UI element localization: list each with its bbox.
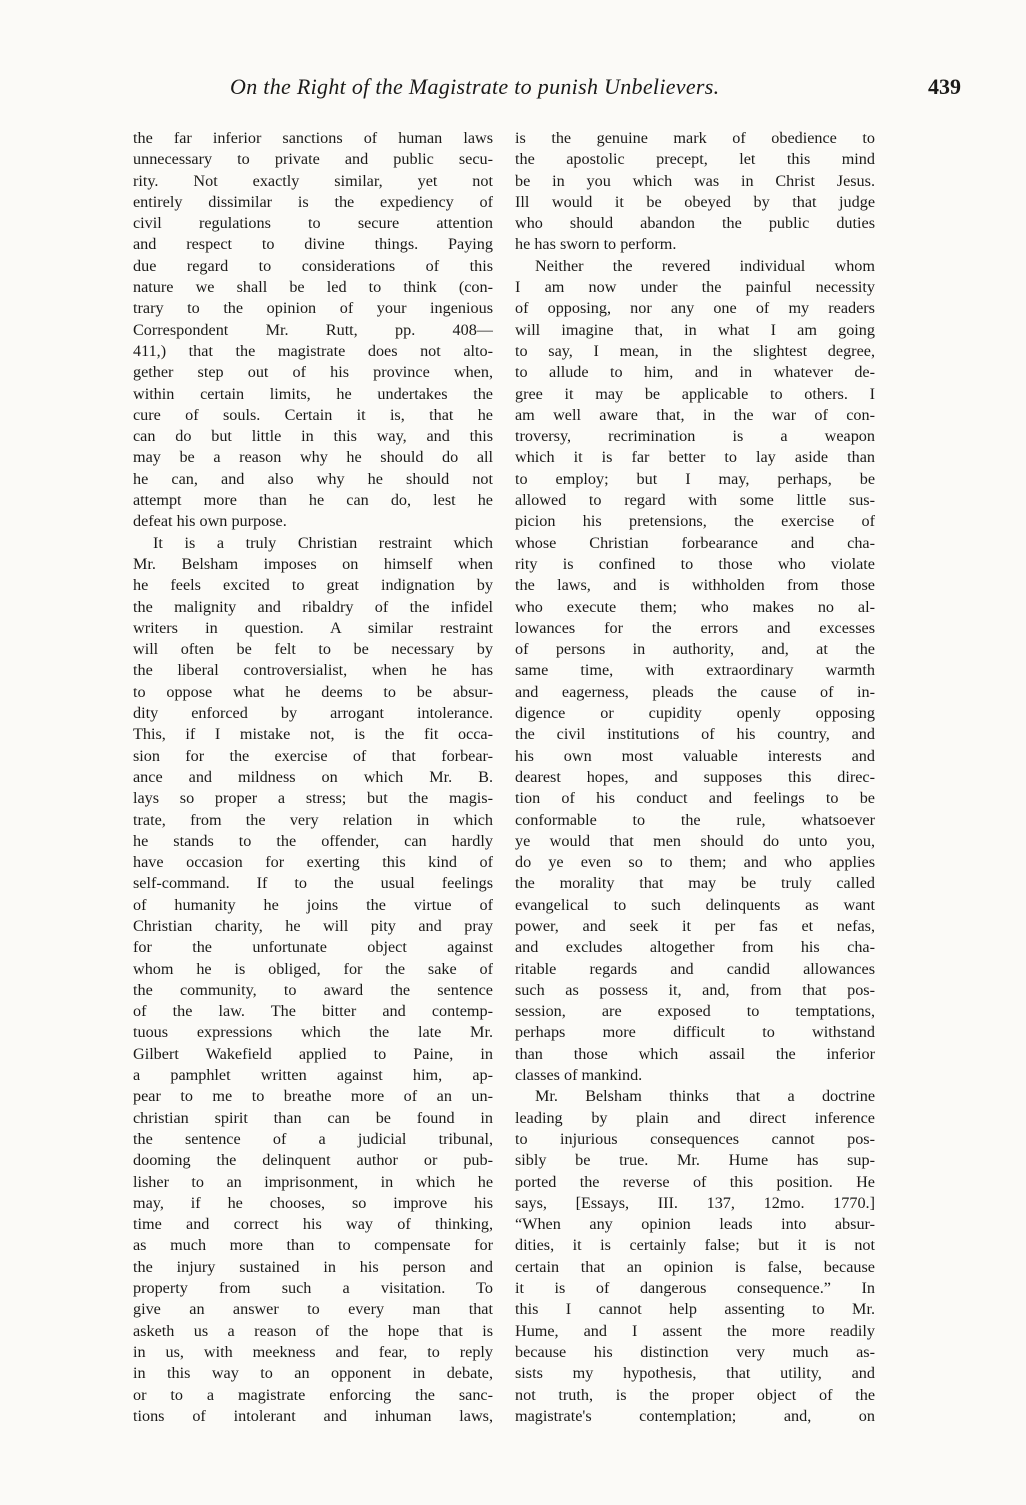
text-line: Correspondent Mr. Rutt, pp. 408— xyxy=(133,320,493,339)
text-line: lays so proper a stress; but the magis- xyxy=(133,789,493,808)
text-line: tions of intolerant and inhuman laws, xyxy=(133,1406,493,1425)
text-line: Neither the revered individual whom xyxy=(535,256,875,275)
text-line: the sentence of a judicial tribunal, xyxy=(133,1129,493,1148)
text-line: self-command. If to the usual feelings xyxy=(133,874,493,893)
text-line: give an answer to every man that xyxy=(133,1300,493,1319)
text-line: allowed to regard with some little sus- xyxy=(515,491,875,510)
text-line: property from such a visitation. To xyxy=(133,1279,493,1298)
page-number: 439 xyxy=(928,74,961,99)
text-line: the injury sustained in his person and xyxy=(133,1257,493,1276)
text-line: Mr. Belsham thinks that a doctrine xyxy=(535,1087,875,1106)
text-line: such as possess it, and, from that pos- xyxy=(515,980,875,999)
text-line: magistrate's contemplation; and, on xyxy=(515,1406,875,1425)
text-line: “When any opinion leads into absur- xyxy=(515,1215,875,1234)
text-line: to employ; but I may, perhaps, be xyxy=(515,469,875,488)
text-line: this I cannot help assenting to Mr. xyxy=(515,1300,875,1319)
text-line: the morality that may be truly called xyxy=(515,874,875,893)
text-line: attempt more than he can do, lest he xyxy=(133,491,493,510)
text-line: defeat his own purpose. xyxy=(133,512,287,531)
text-line: Mr. Belsham imposes on himself when xyxy=(133,554,493,573)
text-line: picion his pretensions, the exercise of xyxy=(515,512,875,531)
text-line: dooming the delinquent author or pub- xyxy=(133,1151,493,1170)
text-line: which it is far better to lay aside than xyxy=(515,448,875,467)
text-line: leading by plain and direct inference xyxy=(515,1108,875,1127)
text-line: to injurious consequences cannot pos- xyxy=(515,1129,875,1148)
text-line: for the unfortunate object against xyxy=(133,938,493,957)
text-line: whose Christian forbearance and cha- xyxy=(515,533,875,552)
text-line: trary to the opinion of your ingenious xyxy=(133,299,493,318)
text-line: he feels excited to great indignation by xyxy=(133,576,493,595)
text-line: will often be felt to be necessary by xyxy=(133,640,493,659)
text-line: same time, with extraordinary warmth xyxy=(515,661,875,680)
text-line: because his distinction very much as- xyxy=(515,1342,875,1361)
text-line: can do but little in this way, and this xyxy=(133,427,493,446)
text-line: and excludes altogether from his cha- xyxy=(515,938,875,957)
text-line: troversy, recrimination is a weapon xyxy=(515,427,875,446)
text-line: have occasion for exerting this kind of xyxy=(133,853,493,872)
text-line: will imagine that, in what I am going xyxy=(515,320,875,339)
text-line: is the genuine mark of obedience to xyxy=(515,129,875,147)
text-line: to allude to him, and in whatever de- xyxy=(515,363,875,382)
text-line: within certain limits, he undertakes the xyxy=(133,384,493,403)
text-line: ye would that men should do unto you, xyxy=(515,831,875,850)
text-line: of opposing, nor any one of my readers xyxy=(515,299,875,318)
text-line: sists my hypothesis, that utility, and xyxy=(515,1364,875,1383)
text-line: of the law. The bitter and contemp- xyxy=(133,1002,493,1021)
text-line: it is of dangerous consequence.” In xyxy=(515,1279,875,1298)
text-line: of persons in authority, and, at the xyxy=(515,640,875,659)
text-line: dearest hopes, and supposes this direc- xyxy=(515,767,875,786)
text-line: rity. Not exactly similar, yet not xyxy=(133,171,493,190)
text-line: Hume, and I assent the more readily xyxy=(515,1321,875,1340)
text-line: pear to me to breathe more of an un- xyxy=(133,1087,493,1106)
text-line: session, are exposed to temptations, xyxy=(515,1002,875,1021)
text-line: a pamphlet written against him, ap- xyxy=(133,1066,493,1085)
text-line: Christian charity, he will pity and pray xyxy=(133,916,493,935)
text-line: in this way to an opponent in debate, xyxy=(133,1364,493,1383)
text-line: digence or cupidity openly opposing xyxy=(515,704,875,723)
running-title: On the Right of the Magistrate to punish Unbelievers. xyxy=(230,74,720,99)
text-line: the community, to award the sentence xyxy=(133,980,493,999)
text-line: Ill would it be obeyed by that judge xyxy=(515,192,875,211)
text-line: christian spirit than can be found in xyxy=(133,1108,493,1127)
text-line: may, if he chooses, so improve his xyxy=(133,1193,493,1212)
text-line: ported the reverse of this position. He xyxy=(515,1172,875,1191)
text-line: perhaps more difficult to withstand xyxy=(515,1023,875,1042)
text-line: the far inferior sanctions of human laws xyxy=(133,129,493,147)
text-line: It is a truly Christian restraint which xyxy=(153,533,493,552)
text-line: to say, I mean, in the slightest degree, xyxy=(515,341,875,360)
text-line: classes of mankind. xyxy=(515,1066,643,1085)
text-line: Gilbert Wakefield applied to Paine, in xyxy=(133,1044,493,1063)
text-line: tion of his conduct and feelings to be xyxy=(515,789,875,808)
text-line: the laws, and is withholden from those xyxy=(515,576,875,595)
text-line: 411,) that the magistrate does not alto- xyxy=(133,341,493,360)
text-line: power, and seek it per fas et nefas, xyxy=(515,916,875,935)
text-line: This, if I mistake not, is the fit occa- xyxy=(133,725,493,744)
text-line: says, [Essays, III. 137, 12mo. 1770.] xyxy=(515,1193,875,1212)
text-line: or to a magistrate enforcing the sanc- xyxy=(133,1385,493,1404)
text-line: whom he is obliged, for the sake of xyxy=(133,959,493,978)
text-line: may be a reason why he should do all xyxy=(133,448,493,467)
text-line: the liberal controversialist, when he has xyxy=(133,661,493,680)
text-line: not truth, is the proper object of the xyxy=(515,1385,875,1404)
text-line: who execute them; who makes no al- xyxy=(515,597,875,616)
text-line: gree it may be applicable to others. I xyxy=(515,384,875,403)
text-line: dity enforced by arrogant intolerance. xyxy=(133,704,493,723)
text-line: writers in question. A similar restraint xyxy=(133,618,493,637)
text-line: certain that an opinion is false, because xyxy=(515,1257,875,1276)
text-line: of humanity he joins the virtue of xyxy=(133,895,493,914)
text-line: nature we shall be led to think (con- xyxy=(133,278,493,297)
text-line: entirely dissimilar is the expediency of xyxy=(133,192,493,211)
text-line: the apostolic precept, let this mind xyxy=(515,150,875,169)
text-line: who should abandon the public duties xyxy=(515,214,875,233)
text-line: the malignity and ribaldry of the infidel xyxy=(133,597,493,616)
text-line: civil regulations to secure attention xyxy=(133,214,493,233)
text-line: dities, it is certainly false; but it is not xyxy=(515,1236,875,1255)
text-line: conformable to the rule, whatsoever xyxy=(515,810,875,829)
text-line: he can, and also why he should not xyxy=(133,469,493,488)
text-line: do ye even so to them; and who applies xyxy=(515,853,875,872)
text-line: am well aware that, in the war of con- xyxy=(515,405,875,424)
text-line: and eagerness, pleads the cause of in- xyxy=(515,682,875,701)
right-text-column xyxy=(515,128,875,1427)
text-line: and respect to divine things. Paying xyxy=(133,235,493,254)
text-line: tuous expressions which the late Mr. xyxy=(133,1023,493,1042)
text-line: ritable regards and candid allowances xyxy=(515,959,875,978)
text-line: asketh us a reason of the hope that is xyxy=(133,1321,493,1340)
text-line: cure of souls. Certain it is, that he xyxy=(133,405,493,424)
text-line: be in you which was in Christ Jesus. xyxy=(515,171,875,190)
text-line: time and correct his way of thinking, xyxy=(133,1215,493,1234)
left-text-column xyxy=(133,128,493,1427)
text-line: he stands to the offender, can hardly xyxy=(133,831,493,850)
text-line: gether step out of his province when, xyxy=(133,363,493,382)
text-line: as much more than to compensate for xyxy=(133,1236,493,1255)
text-line: to oppose what he deems to be absur- xyxy=(133,682,493,701)
text-line: his own most valuable interests and xyxy=(515,746,875,765)
text-line: evangelical to such delinquents as want xyxy=(515,895,875,914)
text-line: trate, from the very relation in which xyxy=(133,810,493,829)
text-line: sion for the exercise of that forbear- xyxy=(133,746,493,765)
text-line: sibly be true. Mr. Hume has sup- xyxy=(515,1151,875,1170)
text-line: unnecessary to private and public secu- xyxy=(133,150,493,169)
text-line: the civil institutions of his country, and xyxy=(515,725,875,744)
text-line: lowances for the errors and excesses xyxy=(515,618,875,637)
text-line: lisher to an imprisonment, in which he xyxy=(133,1172,493,1191)
text-line: rity is confined to those who violate xyxy=(515,554,875,573)
text-line: than those which assail the inferior xyxy=(515,1044,875,1063)
text-line: I am now under the painful necessity xyxy=(515,278,875,297)
text-line: he has sworn to perform. xyxy=(515,235,677,254)
text-line: due regard to considerations of this xyxy=(133,256,493,275)
text-line: ance and mildness on which Mr. B. xyxy=(133,767,493,786)
text-line: in us, with meekness and fear, to reply xyxy=(133,1342,493,1361)
